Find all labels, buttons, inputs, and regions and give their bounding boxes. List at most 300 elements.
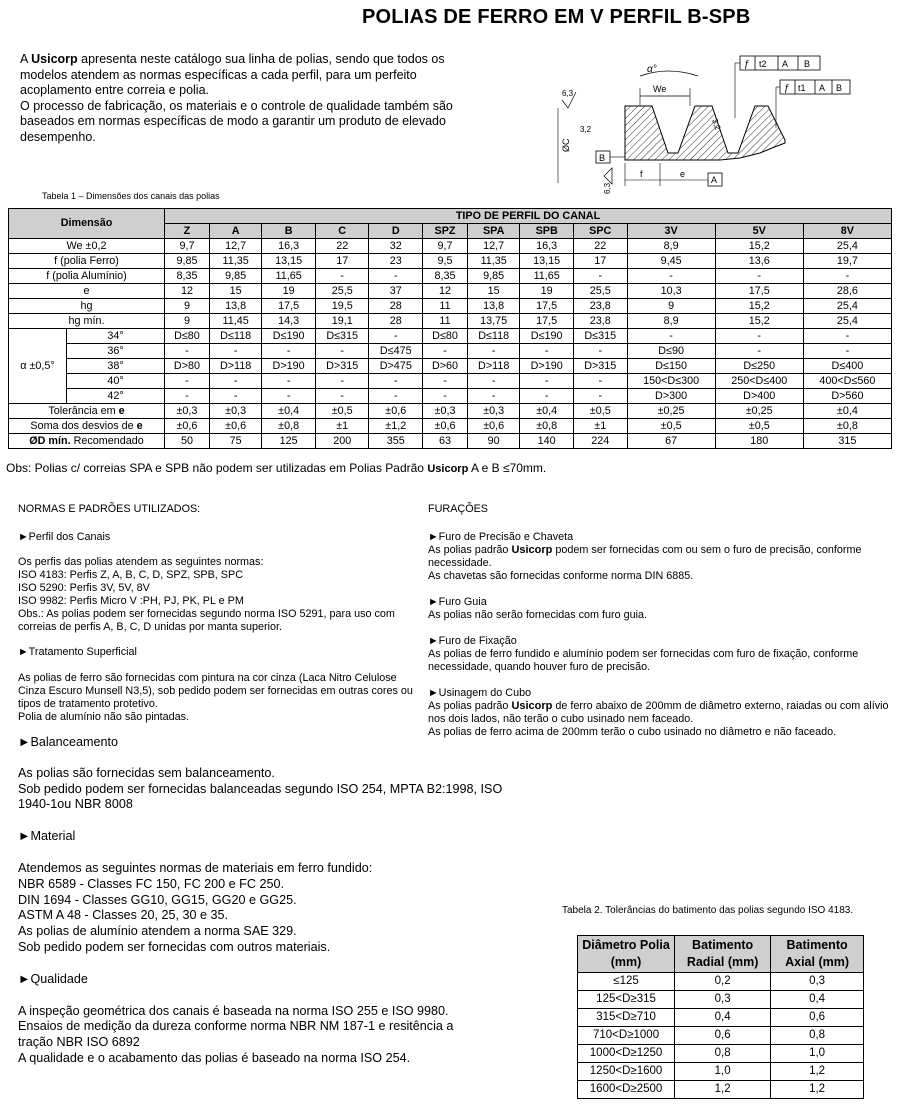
mat-title: ►Material	[18, 829, 76, 844]
we-label: We	[653, 84, 667, 94]
table-cell: 140	[520, 434, 574, 449]
table-cell: -	[520, 389, 574, 404]
table-cell: 1,0	[675, 1063, 771, 1081]
table-cell: D≤150	[627, 359, 715, 374]
table-cell: -	[369, 374, 423, 389]
table-cell: 8,9	[627, 314, 715, 329]
table-cell: 0,2	[675, 973, 771, 991]
table-row	[578, 973, 864, 991]
table-cell: 11	[423, 314, 468, 329]
row-label: f (polia Ferro)	[9, 254, 165, 269]
table-cell: D≤315	[573, 329, 627, 344]
intro-pre: A	[20, 52, 32, 66]
table-cell: -	[467, 389, 519, 404]
text-line: Polia de alumínio não são pintadas.	[18, 711, 190, 723]
table-cell: 19,7	[803, 254, 891, 269]
row-label: e	[9, 284, 165, 299]
table-cell: 200	[315, 434, 369, 449]
profile-group-header: TIPO DE PERFIL DO CANAL	[165, 209, 892, 224]
table2-caption: Tabela 2. Tolerâncias do batimento das polias segundo ISO 4183.	[562, 905, 854, 916]
intro-text	[20, 52, 460, 145]
perfil-lines	[18, 556, 418, 634]
table-cell: ±0,6	[369, 404, 423, 419]
table-cell: 12	[423, 284, 468, 299]
table-cell: D>190	[520, 359, 574, 374]
table-cell: 8,35	[423, 269, 468, 284]
table-cell: 15,2	[715, 314, 803, 329]
profile-col-5v: 5V	[715, 224, 803, 239]
alpha-label: α°	[647, 64, 657, 75]
table-cell: -	[165, 389, 210, 404]
table-cell: 23,8	[573, 299, 627, 314]
table-cell: D≤400	[803, 359, 891, 374]
table-cell: 17,5	[520, 299, 574, 314]
text-line: DIN 1694 - Classes GG10, GG15, GG20 e GG25.	[18, 892, 297, 907]
row-label	[9, 434, 165, 449]
table-cell: ±0,8	[262, 419, 316, 434]
table-cell: 1,0	[771, 1045, 864, 1063]
t2-header: Batimento Axial (mm)	[771, 936, 864, 973]
table-cell: -	[715, 329, 803, 344]
bal-title: ►Balanceamento	[18, 735, 118, 749]
table-cell: -	[715, 344, 803, 359]
table-cell: ±0,25	[627, 404, 715, 419]
table-cell: -	[467, 344, 519, 359]
table-cell: 125<D≥315	[578, 991, 675, 1009]
tolerance-frame-t1	[780, 80, 850, 94]
table-cell: -	[315, 269, 369, 284]
table-cell: -	[520, 344, 574, 359]
table-cell: 9,5	[423, 254, 468, 269]
table-row	[578, 1081, 864, 1099]
fix-title: ►Furo de Fixação	[428, 635, 517, 647]
table-cell: ±0,3	[165, 404, 210, 419]
table-cell: -	[369, 389, 423, 404]
table-cell: 16,3	[262, 239, 316, 254]
table-cell: D>190	[262, 359, 316, 374]
table-cell: D≤475	[369, 344, 423, 359]
table-cell: 355	[369, 434, 423, 449]
table-cell: -	[573, 269, 627, 284]
text-line: As polias de ferro são fornecidas com pintura na cor cinza (Laca Nitro Celulose Cinza Escuro Munsell N3,5), sob pedido podem ser fornecidas em outras cores ou tipos de tratamento protetivo.	[18, 672, 413, 710]
text-line: A qualidade e o acabamento das polias é baseado na norma ISO 254.	[18, 1050, 411, 1065]
table-cell: 0,4	[675, 1009, 771, 1027]
text-line: ASTM A 48 - Classes 20, 25, 30 e 35.	[18, 908, 229, 923]
label-text: Tolerância em	[48, 404, 119, 417]
profile-col-a: A	[209, 224, 261, 239]
label-text: Recomendado	[70, 434, 144, 447]
text-line: Atendemos as seguintes normas de materiais em ferro fundido:	[18, 860, 373, 875]
table-cell: D>315	[573, 359, 627, 374]
profile-col-z: Z	[165, 224, 210, 239]
table-cell: ±0,5	[315, 404, 369, 419]
table-cell: ±0,5	[627, 419, 715, 434]
table-cell: D≤80	[423, 329, 468, 344]
table-cell: D≤118	[209, 329, 261, 344]
table-cell: 0,6	[771, 1009, 864, 1027]
fix-line: As polias de ferro fundido e alumínio podem ser fornecidas com furo de fixação, conforme necessidade, quando houver furo de precisão.	[428, 648, 859, 673]
table-cell: D≤190	[262, 329, 316, 344]
table-cell: ±0,6	[165, 419, 210, 434]
table-cell: -	[627, 329, 715, 344]
row-label: hg mín.	[9, 314, 165, 329]
table-cell: D>118	[467, 359, 519, 374]
table-cell: ±1	[573, 419, 627, 434]
table-cell: D>118	[209, 359, 261, 374]
table-cell: 13,15	[262, 254, 316, 269]
table-cell: ±0,4	[520, 404, 574, 419]
guia-line: As polias não serão fornecidas com furo guia.	[428, 609, 648, 621]
table-cell: 150<D≤300	[627, 374, 715, 389]
svg-text:B: B	[599, 153, 606, 163]
table-cell: 11,65	[262, 269, 316, 284]
svg-text:t2: t2	[759, 59, 767, 69]
table-cell: 9,7	[165, 239, 210, 254]
table-cell: 0,3	[675, 991, 771, 1009]
table-cell: ≤125	[578, 973, 675, 991]
text-line: Sob pedido podem ser fornecidas com outros materiais.	[18, 939, 331, 954]
table-cell: 19	[262, 284, 316, 299]
prec-text: As polias padrão Usicorp podem ser fornecidas com ou sem o furo de precisão, conforme necessidade.	[428, 544, 862, 569]
table-cell: 19	[520, 284, 574, 299]
angle-label: 36°	[67, 344, 165, 359]
brand-logo: Usicorp	[31, 52, 78, 66]
text-line: Sob pedido podem ser fornecidas balanceadas segundo ISO 254, MPTA B2:1998, ISO 1940-1ou NBR 8008	[18, 781, 503, 812]
table-cell: D≤190	[520, 329, 574, 344]
table-cell: 250<D≤400	[715, 374, 803, 389]
table-cell: 0,4	[771, 991, 864, 1009]
text-line: ISO 5290: Perfis 3V, 5V, 8V	[18, 582, 150, 594]
text-line: Os perfis das polias atendem as seguintes normas:	[18, 556, 264, 568]
intro-line1: apresenta neste catálogo sua linha de polias, sendo que todos os modelos atendem as normas específicas a cada perfil, para um perfeito acoplamento entre correia e polia.	[20, 52, 445, 97]
table-cell: D≤315	[315, 329, 369, 344]
intro-line2: O processo de fabricação, os materiais e o controle de qualidade também são baseados em normas específicas de modo a garantir um produto de elevado desempenho.	[20, 98, 453, 144]
dimension-header: Dimensão	[9, 209, 165, 239]
table-row	[9, 374, 892, 389]
table-cell: 25,4	[803, 239, 891, 254]
prec-title: ►Furo de Precisão e Chaveta	[428, 531, 574, 543]
svg-text:A: A	[711, 175, 718, 185]
svg-text:f: f	[640, 169, 643, 179]
table-cell: ±1,2	[369, 419, 423, 434]
table-cell: 22	[315, 239, 369, 254]
row-label	[9, 404, 165, 419]
table-cell: 17	[315, 254, 369, 269]
table-cell: 28	[369, 299, 423, 314]
table-cell: 315<D≥710	[578, 1009, 675, 1027]
table-cell: 12,7	[209, 239, 261, 254]
alpha-label: α ±0,5°	[9, 329, 67, 404]
row-label: hg	[9, 299, 165, 314]
cubo-title: ►Usinagem do Cubo	[428, 687, 532, 699]
table-cell: -	[803, 269, 891, 284]
table-cell: -	[209, 374, 261, 389]
table-cell: 22	[573, 239, 627, 254]
dmin-row	[9, 434, 892, 449]
table-cell: ±0,3	[467, 404, 519, 419]
table-cell: ±0,25	[715, 404, 803, 419]
profile-col-spb: SPB	[520, 224, 574, 239]
label-bold: e	[118, 404, 125, 417]
table-cell: 11	[423, 299, 468, 314]
row-label: f (polia Alumínio)	[9, 269, 165, 284]
table-row	[578, 1027, 864, 1045]
table-cell: -	[573, 389, 627, 404]
table-cell: -	[165, 344, 210, 359]
table-cell: -	[262, 344, 316, 359]
table-cell: ±0,4	[262, 404, 316, 419]
table-cell: D>315	[315, 359, 369, 374]
cubo-text: As polias padrão Usicorp de ferro abaixo de 200mm de diâmetro externo, raiadas ou com alívio nos dois lados, não terão o cubo usinado nem faceado.	[428, 700, 889, 725]
table-cell: 15	[467, 284, 519, 299]
angle-label: 34°	[67, 329, 165, 344]
table-cell: 9	[627, 299, 715, 314]
qual-title: ►Qualidade	[18, 971, 88, 986]
table-cell: 8,9	[627, 239, 715, 254]
table-cell: ±0,8	[520, 419, 574, 434]
table-cell: 28,6	[803, 284, 891, 299]
table-cell: 67	[627, 434, 715, 449]
obs-note: Obs: Polias c/ correias SPA e SPB não podem ser utilizadas em Polias Padrão Usicorp A e B ≤70mm.	[6, 461, 547, 475]
table-cell: -	[423, 344, 468, 359]
table-cell: D>60	[423, 359, 468, 374]
table-row	[9, 329, 892, 344]
svg-text:ØC: ØC	[561, 138, 571, 152]
table-cell: D>300	[627, 389, 715, 404]
table-cell: 15,2	[715, 299, 803, 314]
table-cell: ±0,5	[715, 419, 803, 434]
table-cell: 25,5	[573, 284, 627, 299]
text-line: ISO 4183: Perfis Z, A, B, C, D, SPZ, SPB, SPC	[18, 569, 244, 581]
table-cell: ±0,3	[423, 404, 468, 419]
profile-col-c: C	[315, 224, 369, 239]
table-cell: 10,3	[627, 284, 715, 299]
table-cell: 9,85	[165, 254, 210, 269]
table-cell: 90	[467, 434, 519, 449]
table-row	[9, 299, 892, 314]
table-cell: -	[423, 389, 468, 404]
tolerance-row	[9, 404, 892, 419]
sum-row	[9, 419, 892, 434]
table-cell: D>560	[803, 389, 891, 404]
profile-col-3v: 3V	[627, 224, 715, 239]
table-cell: 180	[715, 434, 803, 449]
table-cell: 125	[262, 434, 316, 449]
table-cell: 13,15	[520, 254, 574, 269]
table-row	[9, 359, 892, 374]
mat-lines	[18, 861, 518, 956]
table-cell: 0,6	[675, 1027, 771, 1045]
perfil-title: ►Perfil dos Canais	[18, 531, 111, 543]
table-cell: 1,2	[771, 1063, 864, 1081]
table-row	[9, 344, 892, 359]
bal-lines	[18, 766, 518, 813]
row-label	[9, 419, 165, 434]
table-cell: 15,2	[715, 239, 803, 254]
svg-text:B: B	[836, 83, 843, 93]
table-cell: 400<D≤560	[803, 374, 891, 389]
table-cell: ±0,6	[423, 419, 468, 434]
table-cell: 75	[209, 434, 261, 449]
svg-text:3,2: 3,2	[580, 125, 592, 134]
profile-col-d: D	[369, 224, 423, 239]
table-cell: -	[369, 329, 423, 344]
furacoes-section	[428, 503, 898, 739]
table-row	[578, 1063, 864, 1081]
runout-tolerance-table	[577, 935, 864, 1099]
profile-col-spz: SPZ	[423, 224, 468, 239]
table-cell: 11,45	[209, 314, 261, 329]
table-cell: 17,5	[520, 314, 574, 329]
angle-label: 38°	[67, 359, 165, 374]
label-text: Soma dos desvios de	[30, 419, 137, 432]
table-cell: 1000<D≥1250	[578, 1045, 675, 1063]
normas-section	[18, 503, 418, 724]
table-row	[578, 1009, 864, 1027]
table-cell: 14,3	[262, 314, 316, 329]
text-line: A inspeção geométrica dos canais é baseada na norma ISO 255 e ISO 9980.	[18, 1003, 449, 1018]
profile-col-spc: SPC	[573, 224, 627, 239]
profile-col-spa: SPA	[467, 224, 519, 239]
table-cell: -	[573, 374, 627, 389]
table-cell: ±0,8	[803, 419, 891, 434]
table-cell: -	[262, 389, 316, 404]
table-row	[9, 284, 892, 299]
table-cell: ±1	[315, 419, 369, 434]
table-cell: 19,1	[315, 314, 369, 329]
table-cell: D≤90	[627, 344, 715, 359]
table-cell: 13,8	[209, 299, 261, 314]
table-row	[9, 239, 892, 254]
table-cell: 32	[369, 239, 423, 254]
row-label: We ±0,2	[9, 239, 165, 254]
normas-big-section	[18, 735, 518, 1067]
table-cell: 0,8	[675, 1045, 771, 1063]
groove-dimensions-table	[8, 208, 892, 449]
t2-header: Diâmetro Polia (mm)	[578, 936, 675, 973]
table-cell: D≤80	[165, 329, 210, 344]
angle-label: 40°	[67, 374, 165, 389]
table-cell: 9	[165, 314, 210, 329]
brand-logo: Usicorp	[511, 700, 553, 712]
profile-col-8v: 8V	[803, 224, 891, 239]
table-cell: D>475	[369, 359, 423, 374]
table-cell: -	[803, 329, 891, 344]
text-line: NBR 6589 - Classes FC 150, FC 200 e FC 250.	[18, 876, 284, 891]
cubo-line2: As polias de ferro acima de 200mm terão o cubo usinado no diâmetro e não faceado.	[428, 726, 837, 738]
table-cell: 1250<D≥1600	[578, 1063, 675, 1081]
table-cell: 710<D≥1000	[578, 1027, 675, 1045]
table-row	[578, 991, 864, 1009]
table-cell: 9	[165, 299, 210, 314]
table-cell: 50	[165, 434, 210, 449]
table-cell: 315	[803, 434, 891, 449]
table-cell: 17	[573, 254, 627, 269]
label-bold: e	[136, 419, 143, 432]
table-cell: -	[423, 374, 468, 389]
table-cell: 17,5	[715, 284, 803, 299]
table-cell: -	[165, 374, 210, 389]
table-cell: 19,5	[315, 299, 369, 314]
table-cell: 11,65	[520, 269, 574, 284]
table-cell: 23	[369, 254, 423, 269]
table-row	[9, 389, 892, 404]
table-row	[9, 254, 892, 269]
page-title: POLIAS DE FERRO EM V PERFIL B-SPB	[362, 6, 751, 28]
table-cell: 12	[165, 284, 210, 299]
brand-logo: Usicorp	[511, 544, 553, 556]
table-cell: -	[467, 374, 519, 389]
trat-lines	[18, 672, 418, 724]
table-cell: 63	[423, 434, 468, 449]
furacoes-heading: FURAÇÕES	[428, 503, 488, 515]
svg-text:t1: t1	[798, 83, 806, 93]
table-cell: -	[209, 389, 261, 404]
table-cell: 17,5	[262, 299, 316, 314]
svg-text:A: A	[782, 59, 789, 69]
guia-title: ►Furo Guia	[428, 596, 487, 608]
brand-logo: Usicorp	[427, 463, 469, 475]
table-cell: 224	[573, 434, 627, 449]
table-cell: 9,45	[627, 254, 715, 269]
svg-text:e: e	[680, 169, 686, 179]
table-cell: 28	[369, 314, 423, 329]
text-line: As polias são fornecidas sem balanceamento.	[18, 765, 275, 780]
table-cell: 16,3	[520, 239, 574, 254]
table-cell: 9,85	[467, 269, 519, 284]
table-cell: D>80	[165, 359, 210, 374]
table-cell: 15	[209, 284, 261, 299]
table-cell: -	[803, 344, 891, 359]
table-cell: -	[315, 344, 369, 359]
table-row	[9, 269, 892, 284]
table-cell: ±0,3	[209, 404, 261, 419]
table-cell: 11,35	[467, 254, 519, 269]
table-cell: D>400	[715, 389, 803, 404]
table-cell: -	[573, 344, 627, 359]
table-cell: 13,8	[467, 299, 519, 314]
table-row	[9, 314, 892, 329]
table-cell: 12,7	[467, 239, 519, 254]
table-row	[578, 1045, 864, 1063]
text-line: As polias de alumínio atendem a norma SAE 329.	[18, 924, 297, 939]
qual-lines	[18, 1004, 488, 1067]
table-cell: -	[262, 374, 316, 389]
table-cell: 9,7	[423, 239, 468, 254]
table-cell: 1,2	[771, 1081, 864, 1099]
svg-text:3,2: 3,2	[710, 117, 723, 132]
svg-text:ƒ: ƒ	[744, 59, 750, 70]
table-cell: ±0,5	[573, 404, 627, 419]
svg-text:6,3: 6,3	[562, 89, 574, 98]
table-cell: 0,8	[771, 1027, 864, 1045]
prec-line2: As chavetas são fornecidas conforme norma DIN 6885.	[428, 570, 694, 582]
table-cell: 37	[369, 284, 423, 299]
table-cell: 13,75	[467, 314, 519, 329]
normas-heading: NORMAS E PADRÕES UTILIZADOS:	[18, 503, 201, 515]
text-line: Ensaios de medição da dureza conforme norma NBR NM 187-1 e resitência a tração NBR ISO 6892	[18, 1019, 454, 1050]
table-cell: -	[369, 269, 423, 284]
table-cell: 0,3	[771, 973, 864, 991]
table-cell: 13,6	[715, 254, 803, 269]
tolerance-frame-t2	[740, 56, 820, 70]
profile-col-b: B	[262, 224, 316, 239]
groove-diagram	[540, 48, 890, 198]
table1-caption: Tabela 1 – Dimensões dos canais das polias	[42, 191, 220, 201]
label-bold: ØD mín.	[29, 434, 71, 447]
table-cell: 1,2	[675, 1081, 771, 1099]
table-cell: -	[627, 269, 715, 284]
